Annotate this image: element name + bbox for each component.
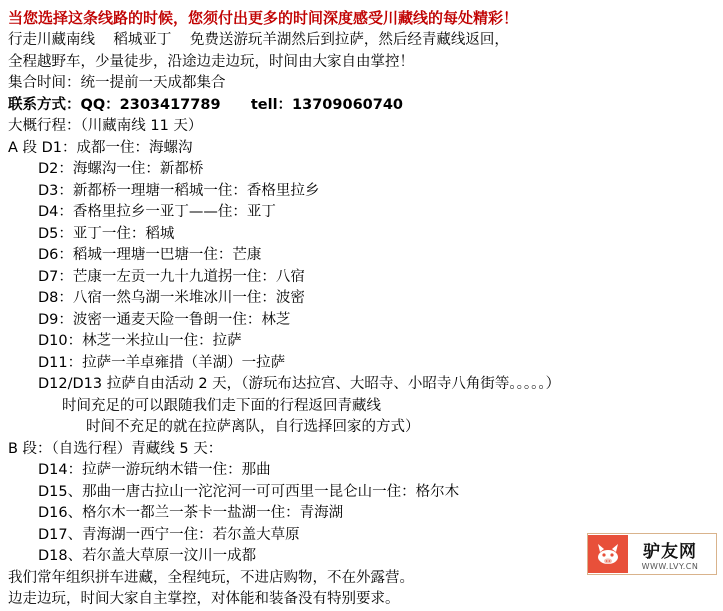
section-b-item-d16: D16、格尔木一都兰一茶卡一盐湖一住：青海湖 xyxy=(38,505,344,521)
section-a-item-d4: D4：香格里拉乡一亚丁——住：亚丁 xyxy=(38,204,276,220)
section-b-item-d17: D17、青海湖一西宁一住：若尔盖大草原 xyxy=(38,526,300,543)
section-a-item-d8: D8：八宿一然乌湖一米堆冰川一住：波密 xyxy=(38,290,305,306)
logo-text xyxy=(628,537,716,571)
section-b-item-d15: D15、那曲一唐古拉山一沱沱河一可可西里一昆仑山一住：格尔木 xyxy=(38,483,460,500)
section-a-note-2: 时间不充足的就在拉萨离队，自行选择回家的方式） xyxy=(86,419,420,435)
intro-line-2: 全程越野车，少量徒步，沿途边走边玩，时间由大家自由掌控！ xyxy=(8,53,414,70)
section-b-title: B 段：（自选行程）青藏线 5 天： xyxy=(8,440,223,457)
logo-subtext: WWW.LVY.CN xyxy=(641,562,699,571)
section-a-note-1: 时间充足的可以跟随我们走下面的行程返回青藏线 xyxy=(62,397,381,414)
section-a-item-d12-d13: D12/D13 拉萨自由活动 2 天，（游玩布达拉宫、大昭寺、小昭寺八角街等。。。。。） xyxy=(38,376,561,392)
intro-line-3: 集合时间：统一提前一天成都集合 xyxy=(8,75,226,91)
section-a-item-d3: D3：新都桥一理塘一稻城一住：香格里拉乡 xyxy=(38,182,320,199)
logo-text-cn: 驴友网 xyxy=(643,542,697,562)
donkey-icon xyxy=(588,535,628,573)
page-headline: 当您选择这条线路的时候，您须付出更多的时间深度感受川藏线的每处精彩！ xyxy=(8,9,519,27)
footer-line-1: 我们常年组织拼车进藏，全程纯玩，不进店购物，不在外露营。 xyxy=(8,569,414,586)
section-a-item-d5: D5：亚丁一住：稻城 xyxy=(38,225,175,242)
site-logo xyxy=(587,533,717,575)
section-a-title: A 段 D1：成都一住：海螺沟 xyxy=(8,139,193,156)
section-a-item-d9: D9：波密一通麦天险一鲁朗一住：林芝 xyxy=(38,311,291,328)
intro-line-1: 行走川藏南线 稻城亚丁 免费送游玩羊湖然后到拉萨，然后经青藏线返回， xyxy=(8,32,509,48)
section-b-item-d14: D14：拉萨一游玩纳木错一住：那曲 xyxy=(38,462,271,478)
section-a-item-d10: D10：林芝一米拉山一住：拉萨 xyxy=(38,333,242,349)
section-a-item-d2: D2：海螺沟一住：新都桥 xyxy=(38,161,204,177)
section-a-item-d7: D7：芒康一左贡一九十九道拐一住：八宿 xyxy=(38,268,305,285)
contact-line: 联系方式：QQ：2303417789 tell：13709060740 xyxy=(8,96,404,113)
section-a-item-d6: D6：稻城一理塘一巴塘一住：芒康 xyxy=(38,247,262,263)
itinerary-summary: 大概行程：（川藏南线 11 天） xyxy=(8,118,203,134)
footer-line-2: 边走边玩，时间大家自主掌控，对体能和装备没有特别要求。 xyxy=(8,591,400,607)
section-a-item-d11: D11：拉萨一羊卓雍措（羊湖）一拉萨 xyxy=(38,354,286,371)
section-b-item-d18: D18、若尔盖大草原一汶川一成都 xyxy=(38,548,257,564)
